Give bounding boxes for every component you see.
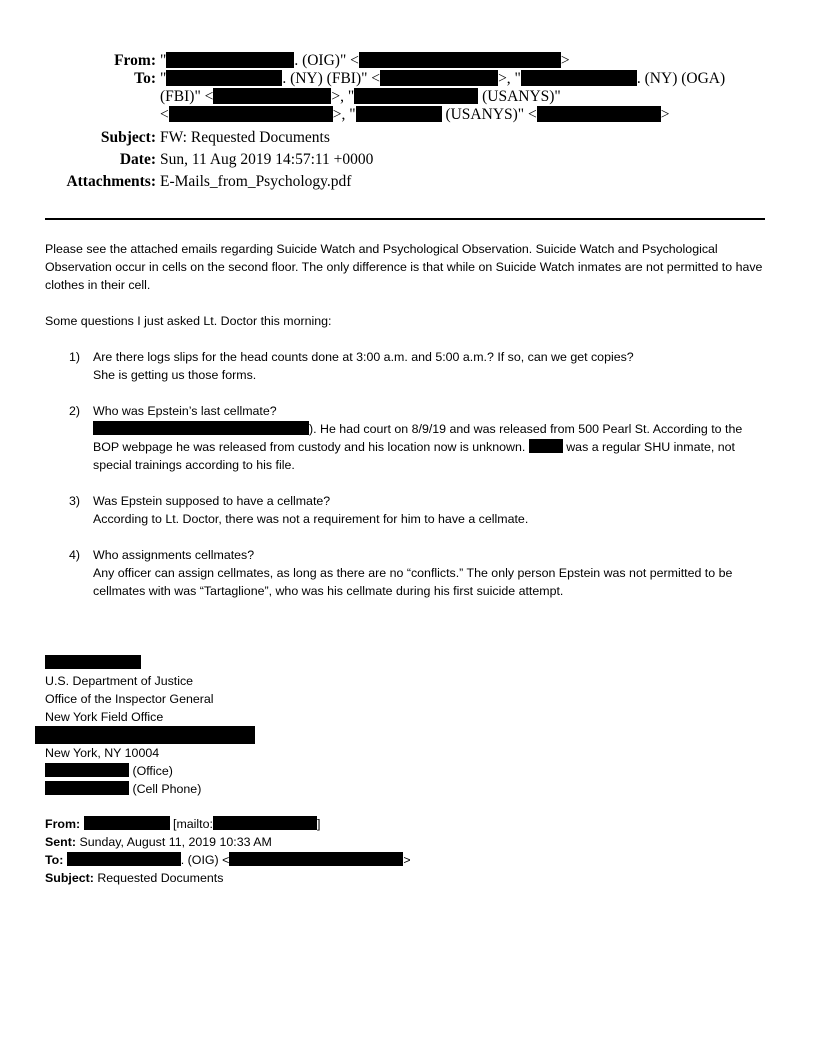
redaction	[213, 88, 331, 104]
redaction	[354, 88, 478, 104]
answer-text: ). He had court on 8/9/19 and was released from 500 Pearl St. According to the BOP webpage he was released from custody and his location now is unknown. was a regular SHU inmate, not special trainings according to his file.	[93, 422, 743, 472]
redaction	[521, 70, 637, 86]
email-header	[0, 52, 816, 191]
attachment-link[interactable]: E-Mails_from_Psychology.pdf	[160, 173, 352, 190]
redaction	[359, 52, 561, 68]
header-to-row: To: " . (NY) (FBI)" < >, " . (NY) (OGA) (FBI)" < >, " (USANYS)" < >, " (USANYS)" < >	[0, 70, 816, 124]
header-divider	[45, 218, 765, 220]
redaction	[45, 763, 129, 777]
redaction	[213, 816, 317, 830]
forwarded-header: From: [mailto: ] Sent: Sunday, August 11, 2019 10:33 AM To: . (OIG) < > Subject: Requested Documents	[45, 817, 411, 885]
question-text: Who assignments cellmates?	[93, 548, 255, 562]
signature-block: U.S. Department of Justice Office of the Inspector General New York Field Office New York, NY 10004 (Office) (Cell Phone)	[45, 654, 545, 798]
header-date-row	[0, 151, 816, 169]
redaction	[529, 439, 563, 453]
redaction	[380, 70, 498, 86]
subject-value: FW: Requested Documents	[160, 129, 330, 146]
answer-text: Any officer can assign cellmates, as long as there are no “conflicts.” The only person Epstein was not permitted to be cellmates with was “Tartaglione”, who was his cellmate during his first suicide attempt.	[93, 566, 733, 598]
redaction	[166, 52, 294, 68]
date-value: Sun, 11 Aug 2019 14:57:11 +0000	[160, 151, 374, 168]
question-text: Who was Epstein’s last cellmate?	[93, 404, 277, 418]
redaction	[45, 781, 129, 795]
email-body	[45, 240, 770, 600]
redaction	[45, 655, 141, 669]
header-from-row: From: " . (OIG)" < >	[0, 52, 816, 70]
redaction	[84, 816, 170, 830]
from-label: From:	[114, 52, 156, 69]
answer-text: According to Lt. Doctor, there was not a requirement for him to have a cellmate.	[93, 512, 529, 526]
redaction	[35, 726, 255, 744]
redaction	[93, 421, 309, 435]
question-item: 1) Are there logs slips for the head counts done at 3:00 a.m. and 5:00 a.m.? If so, can we get copies?	[45, 348, 770, 366]
date-label: Date:	[119, 151, 156, 168]
question-item: 4) Who assignments cellmates?	[45, 546, 770, 564]
to-label: To:	[134, 70, 156, 87]
questions-intro: Some questions I just asked Lt. Doctor this morning:	[45, 314, 332, 328]
attachments-label: Attachments:	[66, 173, 156, 190]
redaction	[229, 852, 403, 866]
subject-label: Subject:	[100, 129, 156, 146]
redaction	[356, 106, 442, 122]
redaction	[166, 70, 282, 86]
question-item: 3) Was Epstein supposed to have a cellmate?	[45, 492, 770, 510]
question-text: Are there logs slips for the head counts done at 3:00 a.m. and 5:00 a.m.? If so, can we get copies?	[93, 350, 634, 364]
question-text: Was Epstein supposed to have a cellmate?	[93, 494, 331, 508]
header-attachments-row	[0, 173, 816, 191]
header-subject-row	[0, 129, 816, 147]
redaction	[67, 852, 181, 866]
question-item: 2) Who was Epstein’s last cellmate?	[45, 402, 770, 420]
redaction	[537, 106, 661, 122]
intro-paragraph: Please see the attached emails regarding Suicide Watch and Psychological Observation. Suicide Watch and Psychological Observation occur in cells on the second floor. The only difference is that while on Suicide Watch inmates are not permitted to have clothes in their cell.	[45, 242, 763, 292]
answer-text: She is getting us those forms.	[93, 368, 257, 382]
redaction	[169, 106, 333, 122]
